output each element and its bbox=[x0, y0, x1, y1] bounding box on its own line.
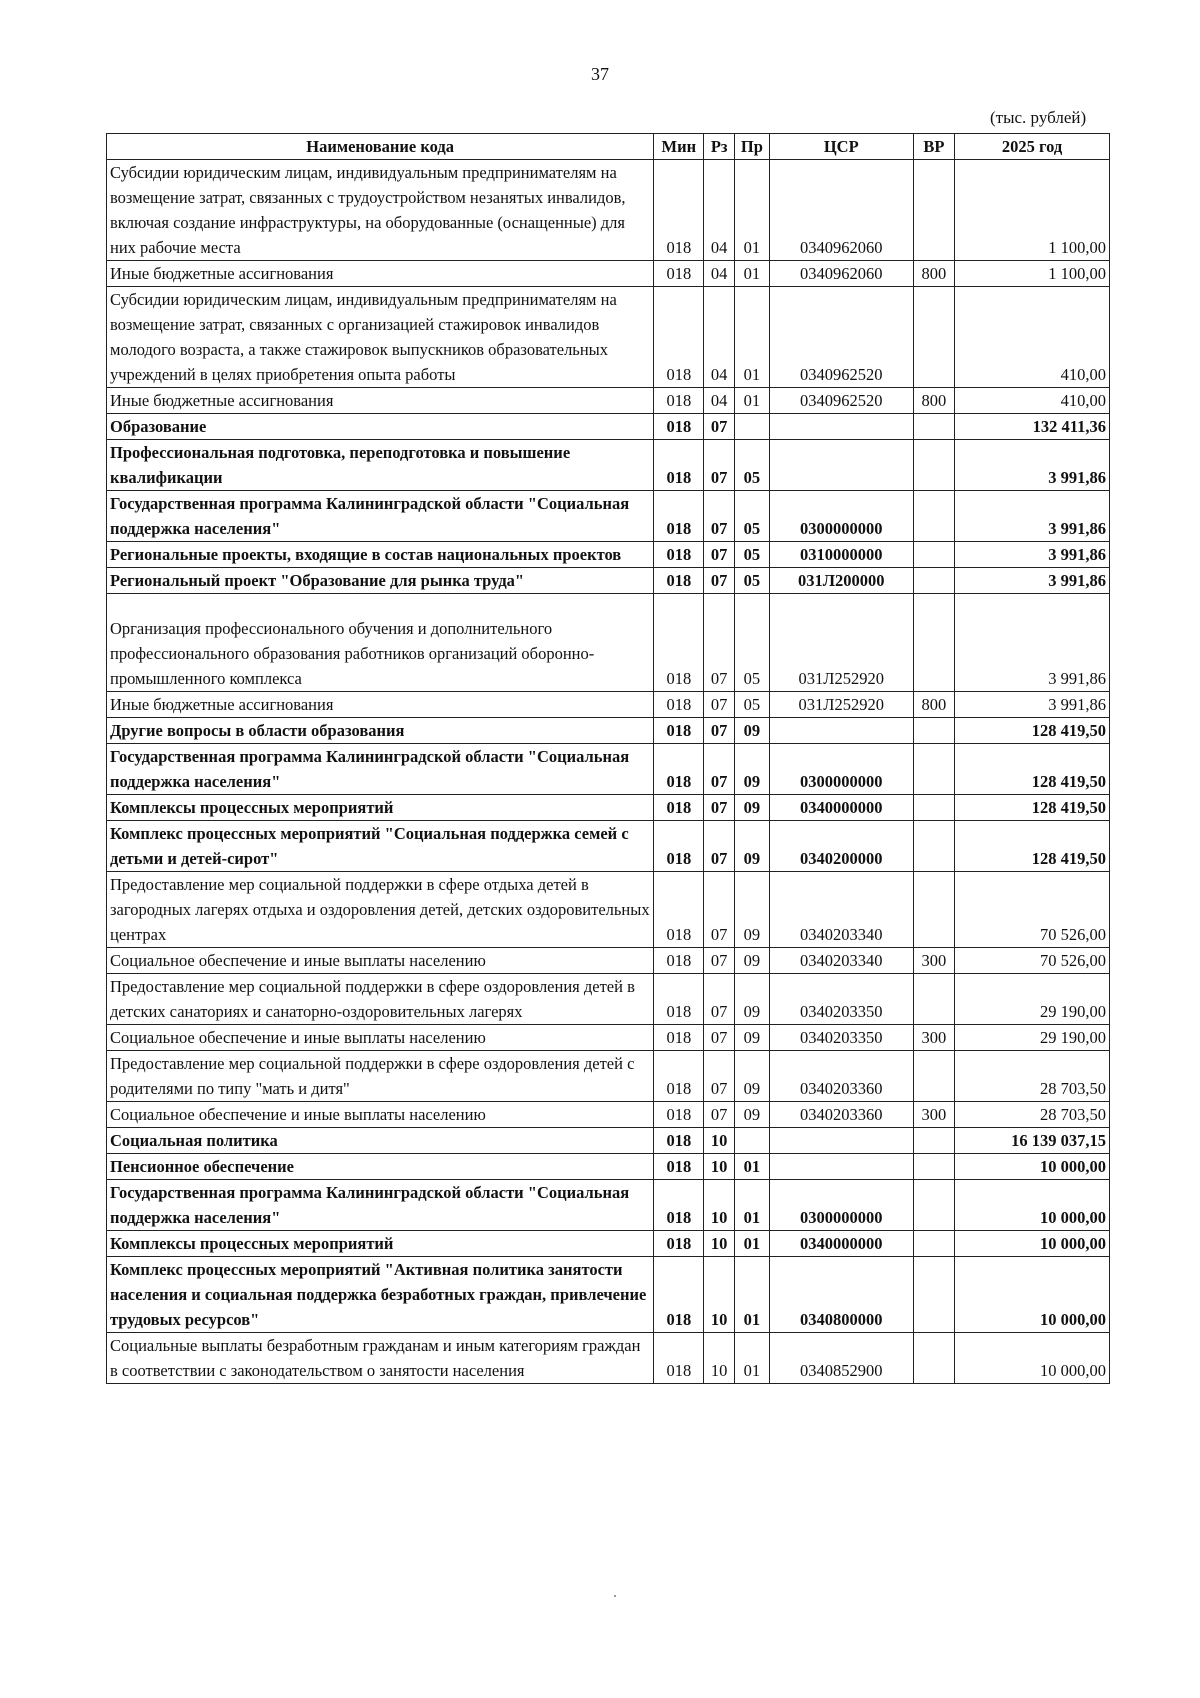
cell-rz: 07 bbox=[704, 1051, 735, 1102]
cell-min: 018 bbox=[654, 821, 704, 872]
cell-pr: 09 bbox=[734, 821, 769, 872]
cell-vr: 300 bbox=[913, 948, 954, 974]
cell-rz: 10 bbox=[704, 1154, 735, 1180]
cell-amount: 3 991,86 bbox=[955, 542, 1110, 568]
cell-amount: 10 000,00 bbox=[955, 1257, 1110, 1333]
cell-pr bbox=[734, 414, 769, 440]
cell-pr bbox=[734, 1128, 769, 1154]
cell-min: 018 bbox=[654, 795, 704, 821]
cell-pr: 01 bbox=[734, 287, 769, 388]
cell-vr bbox=[913, 440, 954, 491]
cell-csr: 0340962520 bbox=[769, 287, 913, 388]
cell-min: 018 bbox=[654, 261, 704, 287]
cell-name: Иные бюджетные ассигнования bbox=[107, 692, 654, 718]
cell-vr: 800 bbox=[913, 388, 954, 414]
cell-pr: 09 bbox=[734, 744, 769, 795]
cell-amount: 3 991,86 bbox=[955, 594, 1110, 692]
cell-amount: 28 703,50 bbox=[955, 1051, 1110, 1102]
cell-rz: 07 bbox=[704, 568, 735, 594]
cell-name: Государственная программа Калининградской области "Социальная поддержка населения" bbox=[107, 491, 654, 542]
table-row bbox=[107, 1180, 1110, 1231]
cell-amount: 3 991,86 bbox=[955, 568, 1110, 594]
cell-min: 018 bbox=[654, 542, 704, 568]
cell-pr: 01 bbox=[734, 261, 769, 287]
cell-pr: 09 bbox=[734, 974, 769, 1025]
cell-amount: 128 419,50 bbox=[955, 795, 1110, 821]
cell-csr: 0340962060 bbox=[769, 261, 913, 287]
table-row bbox=[107, 1154, 1110, 1180]
cell-pr: 01 bbox=[734, 388, 769, 414]
cell-min: 018 bbox=[654, 1128, 704, 1154]
cell-rz: 07 bbox=[704, 692, 735, 718]
page-number: 37 bbox=[591, 64, 609, 84]
cell-csr: 0340203340 bbox=[769, 872, 913, 948]
table-row bbox=[107, 718, 1110, 744]
cell-amount: 1 100,00 bbox=[955, 160, 1110, 261]
cell-rz: 07 bbox=[704, 1025, 735, 1051]
cell-amount: 28 703,50 bbox=[955, 1102, 1110, 1128]
cell-min: 018 bbox=[654, 287, 704, 388]
cell-amount: 3 991,86 bbox=[955, 491, 1110, 542]
header-rz: Рз bbox=[704, 134, 735, 160]
cell-csr bbox=[769, 414, 913, 440]
cell-csr: 0340000000 bbox=[769, 795, 913, 821]
table-row bbox=[107, 744, 1110, 795]
cell-amount: 70 526,00 bbox=[955, 948, 1110, 974]
cell-min: 018 bbox=[654, 388, 704, 414]
cell-min: 018 bbox=[654, 1180, 704, 1231]
cell-csr: 0340200000 bbox=[769, 821, 913, 872]
table-row bbox=[107, 160, 1110, 261]
cell-name: Организация профессионального обучения и дополнительного профессионального образования работников организаций оборонно-промышленного комплекса bbox=[107, 594, 654, 692]
cell-csr: 0340852900 bbox=[769, 1333, 913, 1384]
cell-name: Региональные проекты, входящие в состав национальных проектов bbox=[107, 542, 654, 568]
cell-rz: 07 bbox=[704, 440, 735, 491]
cell-min: 018 bbox=[654, 491, 704, 542]
cell-pr: 09 bbox=[734, 795, 769, 821]
cell-pr: 09 bbox=[734, 948, 769, 974]
cell-csr: 0340203360 bbox=[769, 1102, 913, 1128]
table-row bbox=[107, 948, 1110, 974]
table-row bbox=[107, 1051, 1110, 1102]
cell-vr bbox=[913, 795, 954, 821]
cell-rz: 07 bbox=[704, 414, 735, 440]
cell-name: Комплекс процессных мероприятий "Активная политика занятости населения и социальная поддержка безработных граждан, привлечение трудовых ресурсов" bbox=[107, 1257, 654, 1333]
cell-amount: 128 419,50 bbox=[955, 744, 1110, 795]
cell-csr: 0340000000 bbox=[769, 1231, 913, 1257]
cell-pr: 05 bbox=[734, 491, 769, 542]
header-min: Мин bbox=[654, 134, 704, 160]
cell-vr bbox=[913, 491, 954, 542]
cell-name: Образование bbox=[107, 414, 654, 440]
cell-pr: 01 bbox=[734, 1154, 769, 1180]
cell-amount: 128 419,50 bbox=[955, 718, 1110, 744]
cell-pr: 09 bbox=[734, 718, 769, 744]
cell-vr: 300 bbox=[913, 1102, 954, 1128]
cell-name: Предоставление мер социальной поддержки в сфере оздоровления детей с родителями по типу "мать и дитя" bbox=[107, 1051, 654, 1102]
cell-pr: 05 bbox=[734, 692, 769, 718]
cell-rz: 10 bbox=[704, 1128, 735, 1154]
cell-pr: 09 bbox=[734, 1102, 769, 1128]
cell-name: Комплекс процессных мероприятий "Социальная поддержка семей с детьми и детей-сирот" bbox=[107, 821, 654, 872]
cell-pr: 01 bbox=[734, 160, 769, 261]
cell-vr bbox=[913, 568, 954, 594]
cell-rz: 10 bbox=[704, 1257, 735, 1333]
cell-name: Субсидии юридическим лицам, индивидуальным предпринимателям на возмещение затрат, связанных с трудоустройством незанятых инвалидов, включая создание инфраструктуры, на оборудованные (оснащенные) для них рабочие места bbox=[107, 160, 654, 261]
cell-name: Социальное обеспечение и иные выплаты населению bbox=[107, 1102, 654, 1128]
cell-csr: 0340800000 bbox=[769, 1257, 913, 1333]
cell-min: 018 bbox=[654, 974, 704, 1025]
table-row bbox=[107, 872, 1110, 948]
cell-min: 018 bbox=[654, 1102, 704, 1128]
cell-min: 018 bbox=[654, 1051, 704, 1102]
cell-pr: 01 bbox=[734, 1257, 769, 1333]
cell-min: 018 bbox=[654, 744, 704, 795]
cell-rz: 07 bbox=[704, 744, 735, 795]
cell-name: Региональный проект "Образование для рынка труда" bbox=[107, 568, 654, 594]
cell-amount: 16 139 037,15 bbox=[955, 1128, 1110, 1154]
cell-amount: 10 000,00 bbox=[955, 1231, 1110, 1257]
cell-min: 018 bbox=[654, 718, 704, 744]
table-row bbox=[107, 1102, 1110, 1128]
table-header-row bbox=[107, 134, 1110, 160]
cell-pr: 01 bbox=[734, 1231, 769, 1257]
cell-name: Предоставление мер социальной поддержки в сфере оздоровления детей в детских санаториях и санаторно-оздоровительных лагерях bbox=[107, 974, 654, 1025]
cell-name: Комплексы процессных мероприятий bbox=[107, 1231, 654, 1257]
cell-vr bbox=[913, 414, 954, 440]
cell-min: 018 bbox=[654, 872, 704, 948]
units-note: (тыс. рублей) bbox=[990, 108, 1087, 127]
cell-pr: 01 bbox=[734, 1180, 769, 1231]
cell-name: Пенсионное обеспечение bbox=[107, 1154, 654, 1180]
table-row bbox=[107, 795, 1110, 821]
cell-vr bbox=[913, 1231, 954, 1257]
cell-name: Государственная программа Калининградской области "Социальная поддержка населения" bbox=[107, 744, 654, 795]
cell-min: 018 bbox=[654, 440, 704, 491]
table-row bbox=[107, 1333, 1110, 1384]
cell-rz: 10 bbox=[704, 1180, 735, 1231]
cell-amount: 70 526,00 bbox=[955, 872, 1110, 948]
header-vr: ВР bbox=[913, 134, 954, 160]
cell-rz: 04 bbox=[704, 287, 735, 388]
cell-min: 018 bbox=[654, 568, 704, 594]
cell-vr bbox=[913, 872, 954, 948]
cell-name: Государственная программа Калининградской области "Социальная поддержка населения" bbox=[107, 1180, 654, 1231]
cell-min: 018 bbox=[654, 1025, 704, 1051]
cell-csr: 0340203350 bbox=[769, 974, 913, 1025]
cell-name: Социальное обеспечение и иные выплаты населению bbox=[107, 1025, 654, 1051]
cell-csr bbox=[769, 718, 913, 744]
header-pr: Пр bbox=[734, 134, 769, 160]
cell-csr: 0300000000 bbox=[769, 1180, 913, 1231]
cell-vr bbox=[913, 821, 954, 872]
cell-rz: 10 bbox=[704, 1231, 735, 1257]
cell-pr: 05 bbox=[734, 440, 769, 491]
cell-vr bbox=[913, 718, 954, 744]
cell-pr: 09 bbox=[734, 1051, 769, 1102]
cell-rz: 07 bbox=[704, 795, 735, 821]
cell-rz: 04 bbox=[704, 388, 735, 414]
cell-min: 018 bbox=[654, 948, 704, 974]
table-row bbox=[107, 414, 1110, 440]
cell-vr bbox=[913, 542, 954, 568]
cell-csr: 031Л252920 bbox=[769, 692, 913, 718]
cell-vr bbox=[913, 1154, 954, 1180]
cell-rz: 07 bbox=[704, 872, 735, 948]
cell-amount: 1 100,00 bbox=[955, 261, 1110, 287]
cell-rz: 07 bbox=[704, 542, 735, 568]
table-row bbox=[107, 440, 1110, 491]
cell-pr: 09 bbox=[734, 872, 769, 948]
cell-vr bbox=[913, 974, 954, 1025]
cell-vr bbox=[913, 1051, 954, 1102]
header-amount: 2025 год bbox=[955, 134, 1110, 160]
cell-min: 018 bbox=[654, 594, 704, 692]
cell-rz: 07 bbox=[704, 1102, 735, 1128]
cell-name: Социальное обеспечение и иные выплаты населению bbox=[107, 948, 654, 974]
cell-csr bbox=[769, 1128, 913, 1154]
cell-rz: 07 bbox=[704, 594, 735, 692]
cell-min: 018 bbox=[654, 160, 704, 261]
cell-rz: 07 bbox=[704, 974, 735, 1025]
cell-vr bbox=[913, 594, 954, 692]
cell-amount: 132 411,36 bbox=[955, 414, 1110, 440]
table-row bbox=[107, 1025, 1110, 1051]
table-body bbox=[107, 160, 1110, 1384]
cell-vr bbox=[913, 1128, 954, 1154]
table-row bbox=[107, 821, 1110, 872]
cell-amount: 29 190,00 bbox=[955, 1025, 1110, 1051]
table-row bbox=[107, 594, 1110, 692]
cell-amount: 3 991,86 bbox=[955, 440, 1110, 491]
cell-vr bbox=[913, 744, 954, 795]
cell-pr: 05 bbox=[734, 542, 769, 568]
cell-name: Предоставление мер социальной поддержки в сфере отдыха детей в загородных лагерях отдыха и оздоровления детей, детских оздоровительных центрах bbox=[107, 872, 654, 948]
cell-pr: 05 bbox=[734, 594, 769, 692]
table-row bbox=[107, 388, 1110, 414]
cell-amount: 410,00 bbox=[955, 287, 1110, 388]
cell-name: Иные бюджетные ассигнования bbox=[107, 261, 654, 287]
cell-min: 018 bbox=[654, 1154, 704, 1180]
cell-amount: 10 000,00 bbox=[955, 1154, 1110, 1180]
cell-csr bbox=[769, 440, 913, 491]
cell-rz: 04 bbox=[704, 160, 735, 261]
cell-amount: 410,00 bbox=[955, 388, 1110, 414]
cell-csr: 0340962520 bbox=[769, 388, 913, 414]
cell-csr bbox=[769, 1154, 913, 1180]
table-row bbox=[107, 692, 1110, 718]
cell-rz: 07 bbox=[704, 491, 735, 542]
table-row bbox=[107, 568, 1110, 594]
cell-amount: 10 000,00 bbox=[955, 1333, 1110, 1384]
cell-amount: 10 000,00 bbox=[955, 1180, 1110, 1231]
cell-vr bbox=[913, 1180, 954, 1231]
cell-vr bbox=[913, 1333, 954, 1384]
cell-vr bbox=[913, 160, 954, 261]
cell-name: Социальная политика bbox=[107, 1128, 654, 1154]
table-row bbox=[107, 542, 1110, 568]
cell-vr: 800 bbox=[913, 692, 954, 718]
cell-vr: 300 bbox=[913, 1025, 954, 1051]
cell-csr: 0340203340 bbox=[769, 948, 913, 974]
cell-rz: 10 bbox=[704, 1333, 735, 1384]
cell-amount: 128 419,50 bbox=[955, 821, 1110, 872]
cell-csr: 0300000000 bbox=[769, 491, 913, 542]
cell-amount: 3 991,86 bbox=[955, 692, 1110, 718]
cell-vr: 800 bbox=[913, 261, 954, 287]
cell-csr: 0300000000 bbox=[769, 744, 913, 795]
cell-name: Другие вопросы в области образования bbox=[107, 718, 654, 744]
cell-rz: 07 bbox=[704, 821, 735, 872]
cell-csr: 031Л200000 bbox=[769, 568, 913, 594]
table-row bbox=[107, 491, 1110, 542]
header-csr: ЦСР bbox=[769, 134, 913, 160]
cell-csr: 0310000000 bbox=[769, 542, 913, 568]
cell-rz: 04 bbox=[704, 261, 735, 287]
cell-vr bbox=[913, 287, 954, 388]
cell-csr: 031Л252920 bbox=[769, 594, 913, 692]
cell-csr: 0340203360 bbox=[769, 1051, 913, 1102]
cell-vr bbox=[913, 1257, 954, 1333]
scan-dot bbox=[614, 1595, 616, 1597]
cell-rz: 07 bbox=[704, 948, 735, 974]
cell-amount: 29 190,00 bbox=[955, 974, 1110, 1025]
cell-min: 018 bbox=[654, 692, 704, 718]
cell-csr: 0340962060 bbox=[769, 160, 913, 261]
table-row bbox=[107, 974, 1110, 1025]
table-row bbox=[107, 287, 1110, 388]
cell-rz: 07 bbox=[704, 718, 735, 744]
cell-min: 018 bbox=[654, 414, 704, 440]
cell-name: Иные бюджетные ассигнования bbox=[107, 388, 654, 414]
table-row bbox=[107, 1257, 1110, 1333]
cell-name: Комплексы процессных мероприятий bbox=[107, 795, 654, 821]
cell-min: 018 bbox=[654, 1257, 704, 1333]
header-name: Наименование кода bbox=[107, 134, 654, 160]
cell-name: Субсидии юридическим лицам, индивидуальным предпринимателям на возмещение затрат, связанных с организацией стажировок инвалидов молодого возраста, а также стажировок выпускников образовательных учреждений в целях приобретения опыта работы bbox=[107, 287, 654, 388]
cell-pr: 05 bbox=[734, 568, 769, 594]
cell-pr: 01 bbox=[734, 1333, 769, 1384]
cell-min: 018 bbox=[654, 1231, 704, 1257]
cell-pr: 09 bbox=[734, 1025, 769, 1051]
cell-name: Социальные выплаты безработным гражданам и иным категориям граждан в соответствии с законодательством о занятости населения bbox=[107, 1333, 654, 1384]
table-row bbox=[107, 1231, 1110, 1257]
cell-min: 018 bbox=[654, 1333, 704, 1384]
cell-csr: 0340203350 bbox=[769, 1025, 913, 1051]
budget-table bbox=[106, 133, 1110, 1384]
table-row bbox=[107, 261, 1110, 287]
cell-name: Профессиональная подготовка, переподготовка и повышение квалификации bbox=[107, 440, 654, 491]
table-row bbox=[107, 1128, 1110, 1154]
